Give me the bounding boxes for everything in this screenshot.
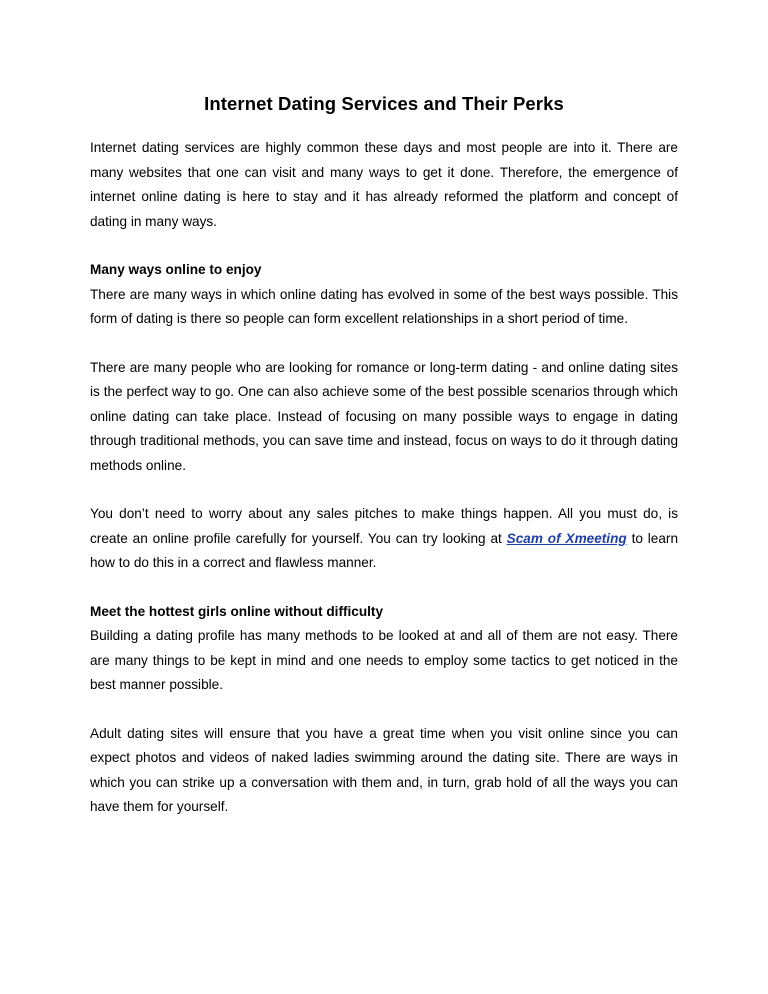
- section1-paragraph-3: [90, 502, 678, 576]
- section-heading-hottest-girls: Meet the hottest girls online without difficulty: [90, 603, 384, 619]
- section1-paragraph-3-after: to learn how to do this in a correct and flawless manner.: [90, 530, 679, 570]
- scam-of-xmeeting-link[interactable]: Scam of Xmeeting: [506, 530, 627, 546]
- section1-paragraph-2: There are many people who are looking for romance or long-term dating - and online dating sites is the perfect way to go. One can also achieve some of the best possible scenarios through which online dating can take place. Instead of focusing on many possible ways to engage in dating through traditional methods, you can save time and instead, focus on ways to do it through dating methods online.: [90, 359, 678, 473]
- section-heading-ways-online: Many ways online to enjoy: [90, 262, 262, 277]
- intro-paragraph: Internet dating services are highly common these days and most people are into it. There are many websites that one can visit and many ways to get it done. Therefore, the emergence of internet online dating is here to stay and it has already reformed the platform and concept of dating in many ways.: [90, 140, 678, 229]
- section1-paragraph-3-before: You don’t need to worry about any sales pitches to make things happen. All you must do, is create an online profile carefully for yourself. You can try looking at: [90, 506, 678, 546]
- document-page: [90, 92, 678, 844]
- section2-paragraph-1: Building a dating profile has many methods to be looked at and all of them are not easy. There are many things to be kept in mind and one needs to employ some tactics to get noticed in the best manner possible.: [90, 628, 678, 692]
- section1-paragraph-1: There are many ways in which online dating has evolved in some of the best ways possible. This form of dating is there so people can form excellent relationships in a short period of time.: [90, 286, 678, 326]
- section2-paragraph-2: Adult dating sites will ensure that you have a great time when you visit online since you can expect photos and videos of naked ladies swimming around the dating site. There are ways in which you can strike up a conversation with them and, in turn, grab hold of all the ways you can have them for yourself.: [90, 725, 678, 814]
- document-title: Internet Dating Services and Their Perks: [204, 93, 564, 114]
